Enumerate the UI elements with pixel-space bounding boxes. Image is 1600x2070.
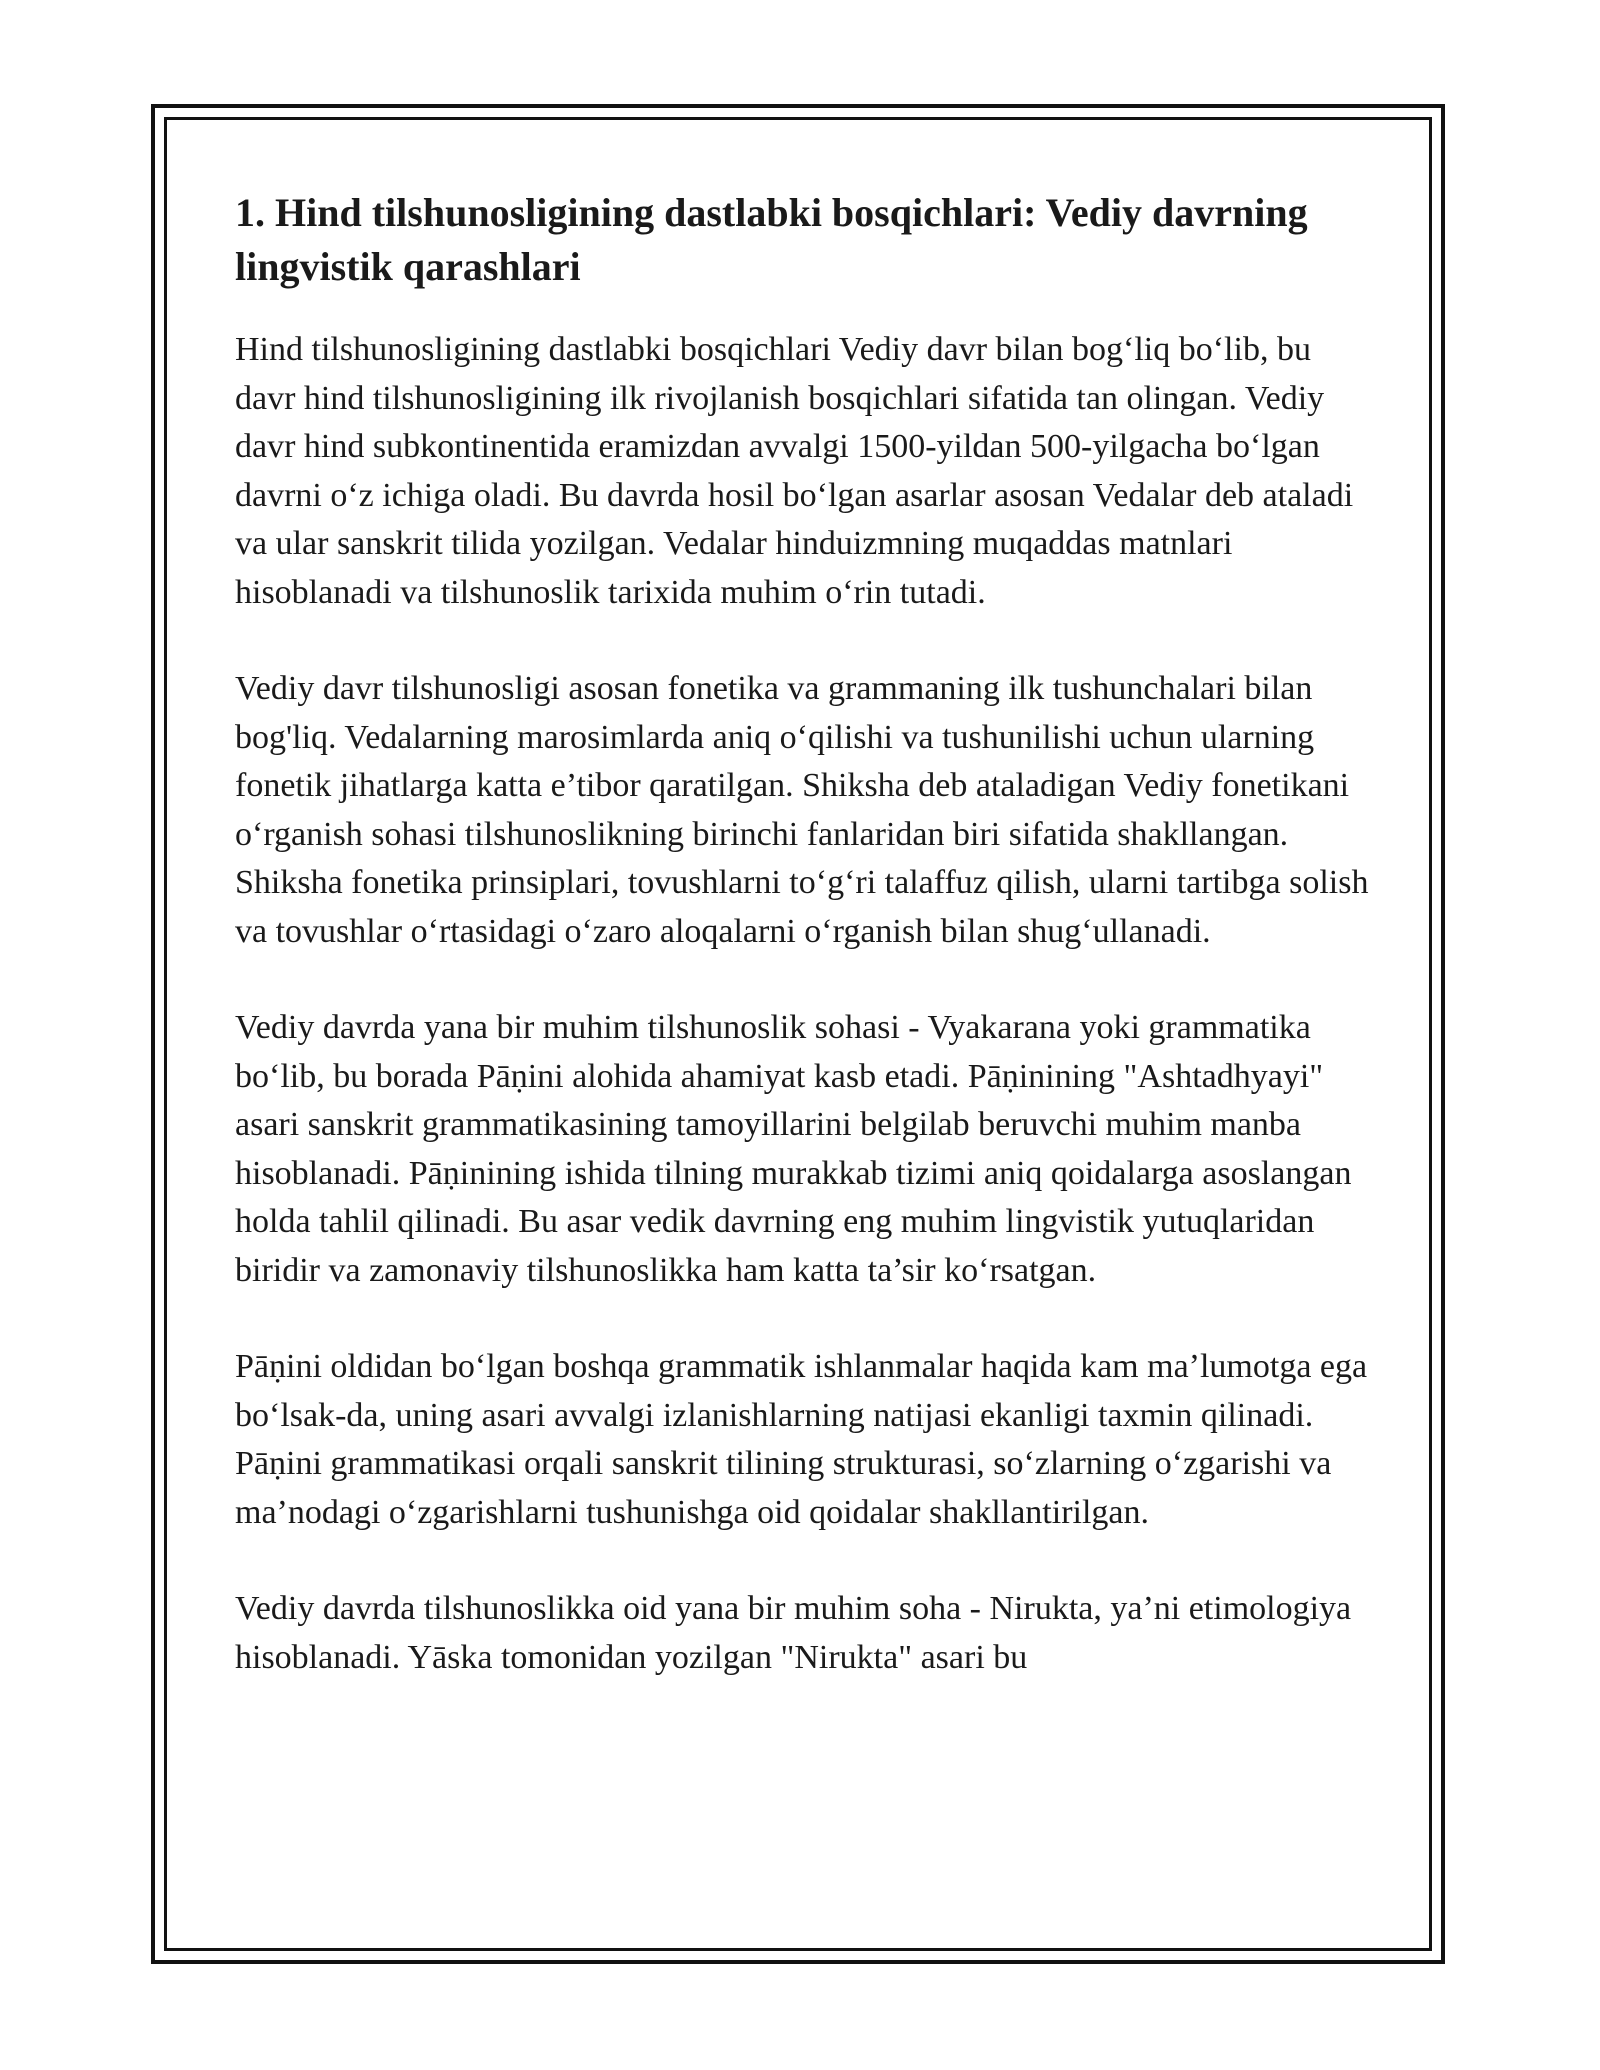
paragraph-vyakarana-grammar: Vediy davrda yana bir muhim tilshunoslik sohasi - Vyakarana yoki grammatika bo‘lib, bu borada Pāṇini alohida ahamiyat kasb etadi. Pāṇinining "Ashtadhyayi" asari sanskrit grammatikasining tamoyillarini belgilab beruvchi muhim manba hisoblanadi. Pāṇinining ishida tilning murakkab tizimi aniq qoidalarga asoslangan holda tahlil qilinadi. Bu asar vedik davrning eng muhim lingvistik yutuqlaridan biridir va zamonaviy tilshunoslikka ham katta ta’sir ko‘rsatgan. xyxy=(235,1009,1352,1289)
paragraph-panini-grammar: Pāṇini oldidan bo‘lgan boshqa grammatik ishlanmalar haqida kam ma’lumotga ega bo‘lsak-da, uning asari avvalgi izlanishlarning natijasi ekanligi taxmin qilinadi. Pāṇini grammatikasi orqali sanskrit tilining strukturasi, so‘zlarning o‘zgarishi va ma’nodagi o‘zgarishlarni tushunishga oid qoidalar shakllantirilgan. xyxy=(235,1348,1368,1531)
section-heading: 1. Hind tilshunosligining dastlabki bosqichlari: Vediy davrning lingvistik qarashlari xyxy=(235,190,1308,289)
paragraph-shiksha-phonetics: Vediy davr tilshunosligi asosan fonetika va grammaning ilk tushunchalari bilan bog'liq. Vedalarning marosimlarda aniq o‘qilishi va tushunilishi uchun ularning fonetik jihatlarga katta e’tibor qaratilgan. Shiksha deb ataladigan Vediy fonetikani o‘rganish sohasi tilshunoslikning birinchi fanlaridan biri sifatida shakllangan. Shiksha fonetika prinsiplari, tovushlarni to‘g‘ri talaffuz qilish, ularni tartibga solish va tovushlar o‘rtasidagi o‘zaro aloqalarni o‘rganish bilan shug‘ullanadi. xyxy=(235,670,1369,950)
paragraph-nirukta-etymology: Vediy davrda tilshunoslikka oid yana bir muhim soha - Nirukta, ya’ni etimologiya hisoblanadi. Yāska tomonidan yozilgan "Nirukta" asari bu xyxy=(235,1590,1352,1676)
document-body xyxy=(235,186,1375,1730)
paragraph-vedic-period: Hind tilshunosligining dastlabki bosqichlari Vediy davr bilan bog‘liq bo‘lib, bu davr hind tilshunosligining ilk rivojlanish bosqichlari sifatida tan olingan. Vediy davr hind subkontinentida eramizdan avvalgi 1500-yildan 500-yilgacha bo‘lgan davrni o‘z ichiga oladi. Bu davrda hosil bo‘lgan asarlar asosan Vedalar deb ataladi va ular sanskrit tilida yozilgan. Vedalar hinduizmning muqaddas matnlari hisoblanadi va tilshunoslik tarixida muhim o‘rin tutadi. xyxy=(235,331,1354,611)
